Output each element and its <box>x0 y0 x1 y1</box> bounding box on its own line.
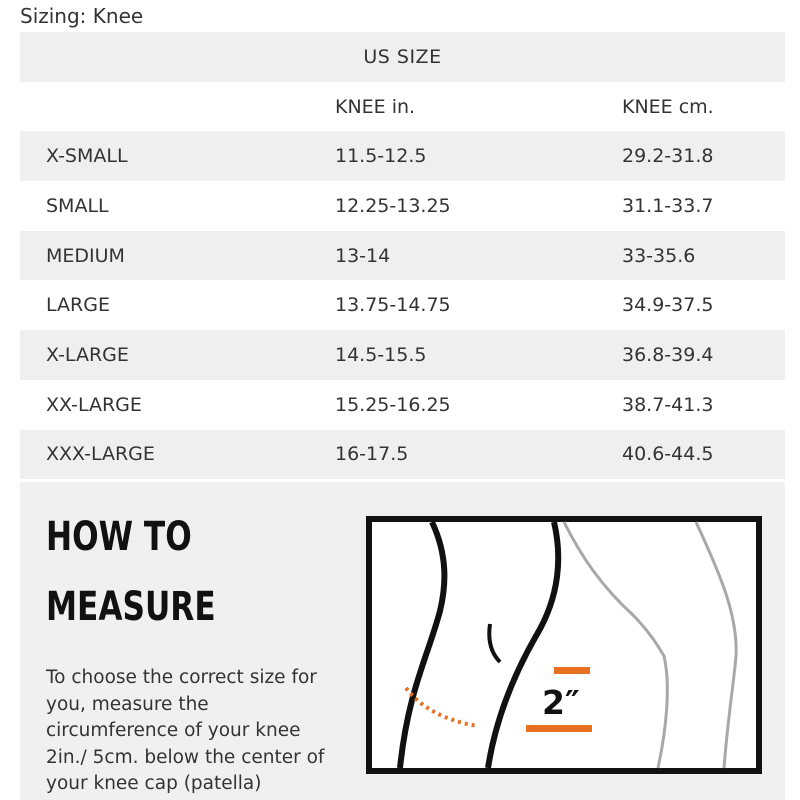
cm-cell: 40.6-44.5 <box>622 443 714 466</box>
table-row <box>20 231 785 281</box>
column-header-size <box>20 82 310 132</box>
size-table <box>20 32 785 479</box>
cm-cell: 31.1-33.7 <box>622 194 714 217</box>
page-caption: Sizing: Knee <box>20 4 144 28</box>
measure-instructions: To choose the correct size for you, measure the circumference of your knee 2in./ 5cm. below the center of your knee cap (patella) <box>46 667 325 794</box>
table-row <box>20 131 785 181</box>
table-group-header-row <box>20 32 785 82</box>
cm-cell: 36.8-39.4 <box>622 343 714 366</box>
inches-cell: 11.5-12.5 <box>335 145 427 168</box>
size-cell: X-LARGE <box>46 343 129 366</box>
table-row <box>20 380 785 430</box>
inches-cell: 16-17.5 <box>335 443 409 466</box>
inches-cell: 12.25-13.25 <box>335 194 451 217</box>
inches-cell: 13-14 <box>335 244 391 267</box>
table-row <box>20 181 785 231</box>
size-cell: SMALL <box>46 194 109 217</box>
distance-bar-top <box>554 667 590 674</box>
size-cell: LARGE <box>46 294 110 317</box>
title-line-2: MEASURE <box>46 584 216 630</box>
table-row <box>20 430 785 480</box>
table-row <box>20 280 785 330</box>
us-size-header: US SIZE <box>363 45 442 68</box>
inches-cell: 15.25-16.25 <box>335 393 451 416</box>
column-header-knee-in: KNEE in. <box>335 95 416 118</box>
table-column-header-row <box>20 82 785 132</box>
column-header-knee-cm: KNEE cm. <box>622 95 714 118</box>
how-to-measure-panel <box>20 482 785 800</box>
cm-cell: 29.2-31.8 <box>622 145 714 168</box>
inches-cell: 13.75-14.75 <box>335 294 451 317</box>
size-cell: MEDIUM <box>46 244 125 267</box>
cm-cell: 34.9-37.5 <box>622 294 714 317</box>
size-cell: XX-LARGE <box>46 393 142 416</box>
cm-cell: 33-35.6 <box>622 244 696 267</box>
table-row <box>20 330 785 380</box>
inches-cell: 14.5-15.5 <box>335 343 427 366</box>
cm-cell: 38.7-41.3 <box>622 393 714 416</box>
size-cell: X-SMALL <box>46 145 128 168</box>
distance-label: 2″ <box>542 683 580 722</box>
knee-diagram <box>366 516 762 774</box>
size-cell: XXX-LARGE <box>46 443 155 466</box>
how-to-measure-title <box>46 502 216 642</box>
title-line-1: HOW TO <box>46 514 192 560</box>
distance-bar-bottom <box>526 725 592 732</box>
